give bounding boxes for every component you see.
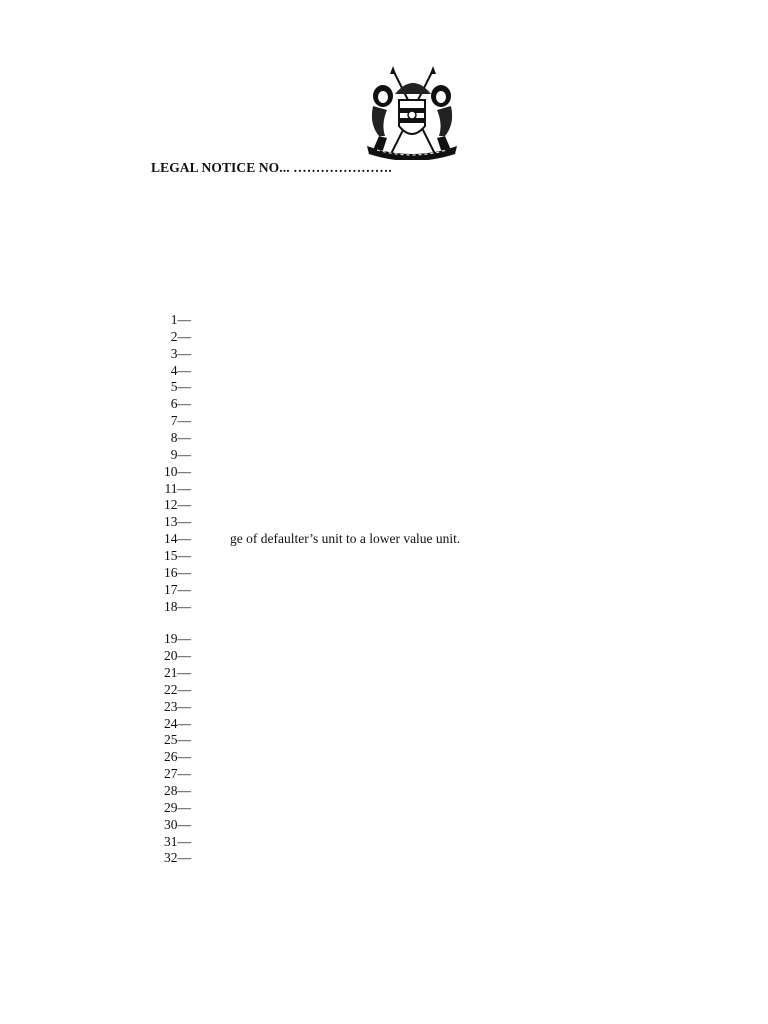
section-row xyxy=(0,816,768,833)
section-row xyxy=(0,446,768,463)
section-number: 3— xyxy=(170,345,191,361)
section-number: 8— xyxy=(170,430,191,445)
legal-notice-title: LEGAL NOTICE NO... …………………. xyxy=(151,160,392,175)
section-number: 9— xyxy=(170,446,191,462)
section-row xyxy=(0,463,768,480)
section-number: 26— xyxy=(164,749,191,765)
section-row xyxy=(0,630,768,647)
section-number: 5— xyxy=(170,379,191,395)
section-number: 30— xyxy=(164,816,191,832)
section-number: 25— xyxy=(164,732,191,748)
section-number: 21— xyxy=(164,665,191,680)
section-number: 17— xyxy=(164,581,191,597)
section-number: 6— xyxy=(170,396,191,412)
section-number: 29— xyxy=(164,799,191,815)
section-row xyxy=(0,799,768,816)
section-row xyxy=(0,311,768,328)
section-number: 19— xyxy=(164,631,191,647)
section-row xyxy=(0,581,768,598)
section-row xyxy=(0,647,768,664)
section-row xyxy=(0,429,768,446)
section-row xyxy=(0,681,768,698)
section-number: 18— xyxy=(164,598,191,614)
section-row xyxy=(0,765,768,782)
section-row xyxy=(0,849,768,866)
section-number: 23— xyxy=(164,698,191,714)
section-number: 11— xyxy=(164,480,191,496)
coat-of-arms-emblem xyxy=(343,64,479,160)
section-row xyxy=(0,362,768,379)
section-row xyxy=(0,496,768,513)
section-row xyxy=(0,731,768,748)
section-number: 7— xyxy=(170,413,191,429)
section-number: 13— xyxy=(164,514,191,530)
section-number: 14— xyxy=(164,531,191,546)
section-row xyxy=(0,480,768,497)
section-number: 31— xyxy=(164,833,191,849)
section-row xyxy=(0,395,768,412)
section-row xyxy=(0,345,768,362)
section-number: 12— xyxy=(164,497,191,513)
section-number: 4— xyxy=(170,362,191,378)
section-number: 10— xyxy=(164,463,191,479)
section-number: 15— xyxy=(164,547,191,563)
section-number: 24— xyxy=(164,715,191,731)
section-row xyxy=(0,833,768,850)
section-row xyxy=(0,598,768,615)
section-row xyxy=(0,564,768,581)
section-number: 2— xyxy=(170,328,191,344)
section-number: 32— xyxy=(164,850,191,866)
section-row xyxy=(0,328,768,345)
section-number: 22— xyxy=(164,681,191,697)
section-row xyxy=(0,378,768,395)
section-row xyxy=(0,513,768,530)
section-row xyxy=(0,782,768,799)
section-number: 28— xyxy=(164,783,191,798)
section-number: 1— xyxy=(170,312,191,327)
section-row xyxy=(0,664,768,681)
section-text: ge of defaulter’s unit to a lower value unit. xyxy=(230,531,461,546)
section-row xyxy=(0,748,768,765)
section-row xyxy=(0,698,768,715)
section-row xyxy=(0,715,768,732)
section-row xyxy=(0,412,768,429)
section-row xyxy=(0,530,768,547)
section-number: 27— xyxy=(164,766,191,782)
section-row xyxy=(0,547,768,564)
section-number: 16— xyxy=(164,564,191,580)
section-number: 20— xyxy=(164,648,191,664)
